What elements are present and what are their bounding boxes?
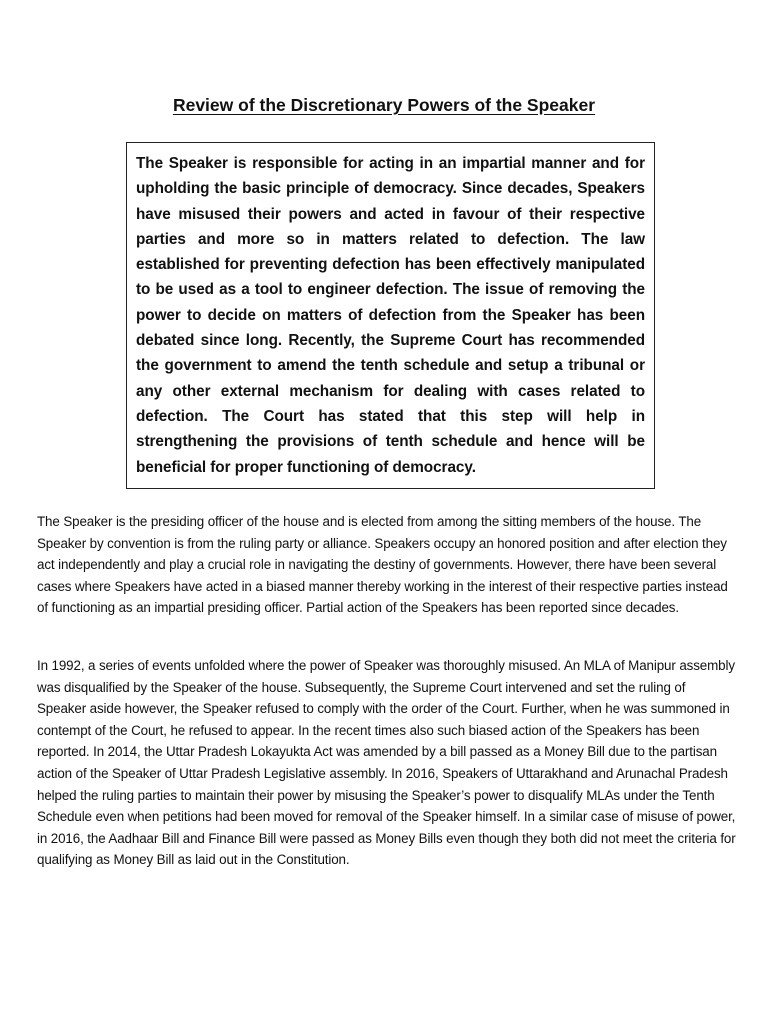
body-paragraph-1: The Speaker is the presiding officer of the house and is elected from among the sitting members of the house. The Speaker by convention is from the ruling party or alliance. Speakers occupy an honored position and after election they act independently and play a crucial role in navigating the destiny of governments. However, there have been several cases where Speakers have acted in a biased manner thereby working in the interest of their respective parties instead of functioning as an impartial presiding officer. Partial action of the Speakers has been reported since decades. <box>37 514 728 616</box>
body-paragraph-2: In 1992, a series of events unfolded where the power of Speaker was thoroughly misused. An MLA of Manipur assembly was disqualified by the Speaker of the house. Subsequently, the Supreme Court intervened and set the ruling of Speaker aside however, the Speaker refused to comply with the order of the Court. Further, when he was summoned in contempt of the Court, he refused to appear. In the recent times also such biased action of the Speakers has been reported. In 2014, the Uttar Pradesh Lokayukta Act was amended by a bill passed as a Money Bill due to the partisan action of the Speaker of Uttar Pradesh Legislative assembly. In 2016, Speakers of Uttarakhand and Arunachal Pradesh helped the ruling parties to maintain their power by misusing the Speaker’s power to disqualify MLAs under the Tenth Schedule even when petitions had been moved for removal of the Speaker himself. In a similar case of misuse of power, in 2016, the Aadhaar Bill and Finance Bill were passed as Money Bills even though they both did not meet the criteria for qualifying as Money Bill as laid out in the Constitution. <box>37 658 736 868</box>
abstract-box <box>126 142 655 489</box>
document-title: Review of the Discretionary Powers of the Speaker <box>172 95 596 115</box>
abstract-text: The Speaker is responsible for acting in an impartial manner and for upholding the basic principle of democracy. Since decades, Speakers have misused their powers and acted in favour of their respective parties and more so in matters related to defection. The law established for preventing defection has been effectively manipulated to be used as a tool to engineer defection. The issue of removing the power to decide on matters of defection from the Speaker has been debated since long. Recently, the Supreme Court has recommended the government to amend the tenth schedule and setup a tribunal or any other external mechanism for dealing with cases related to defection. The Court has stated that this step will help in strengthening the provisions of tenth schedule and hence will be beneficial for proper functioning of democracy. <box>136 155 645 476</box>
